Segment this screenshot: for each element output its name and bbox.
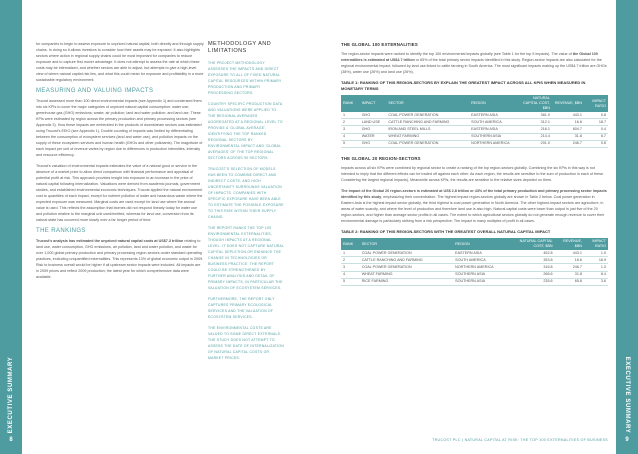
methodology-paragraph-3: TRUCOST'S SELECTION OF MODELS HAS BEEN TO COMBINE DIRECT AND INDIRECT COSTS, AND HIGH UNCERTAINTY SURROUNDS VALUATION OF IMPACTS. COMPANIES WITH SPECIFIC EXPOSURE HAVE BEEN ABLE TO ESTIMATE THE POSSIBLE EXPOSURE TO THIS RISK WITHIN THEIR SUPPLY CHAINS. [208, 167, 284, 219]
global-bold: the Global 100 externalities is estimated at US$4.7 trillion [341, 52, 598, 62]
table1-header-cost: NATURAL CAPITAL COST, $BN [517, 95, 552, 112]
table-row [341, 126, 608, 133]
table-cell: 16.6 [552, 119, 584, 126]
table-cell: 31.8 [552, 133, 584, 140]
table-cell: 235.6 [517, 278, 554, 285]
table-cell: 4 [341, 271, 360, 278]
table-cell: 1.0 [584, 250, 608, 257]
measuring-paragraph-2: Trucost's valuation of environmental impacts estimates the value of a natural good or service in the absence of a market price to allow direct comparison with financial performance and appraisal of potential profit at risk. This approach provides insight into exposure to an increase in the price of natural capital following internalization. Valuations were derived from academic journals, government studies, and established environmental economic techniques. Trucost applied the natural environment cost to quantities of each impact, except for nutrient pollution of water and hazardous waste where the expected exposure was measured. Marginal costs are used except for land use where the annual value is used. This reflects the assumption that biomes did not respond linearly today for water use and pollution relative to the marginal unit used/emitted, whereas for land use, conversion from its natural state has occurred more slowly over a far longer period of time. [36, 164, 203, 222]
right-side-label: EXECUTIVE SUMMARY [624, 356, 630, 434]
table2-header-sector: SECTOR [360, 238, 453, 250]
table-cell: SOUTH AMERICA [469, 119, 517, 126]
table-cell: SOUTHERN ASIA [469, 133, 517, 140]
table-cell: 443.1 [555, 250, 584, 257]
table-cell: RICE FARMING [360, 278, 453, 285]
table-row [341, 271, 608, 278]
table2 [341, 238, 608, 286]
table2-header-region: REGION [453, 238, 517, 250]
methodology-paragraph-6: THE ENVIRONMENTAL COSTS ARE VALUED TO SOME DIRECT EXTERNALS. THE STUDY DOES NOT ATTEMPT TO ASSESS THE DATE OF INTERNALIZATION OF NATURAL CAPITAL COSTS OR MARKET PRICES. [208, 326, 284, 360]
table-cell: 65.8 [555, 278, 584, 285]
methodology-paragraph-1: THE PROJECT METHODOLOGY ASSESSES THE IMPACTS AND DIRECT EXPOSURE TO ALL OF FIXED NATURAL CAPITAL RESOURCES WITHIN PRIMARY PRODUCTION AND PRIMARY PROCESSING SECTORS. [208, 61, 282, 95]
table1-header-ratio: IMPACT RATIO [584, 95, 608, 112]
table-cell: GHG [360, 112, 387, 119]
table-cell: 452.8 [517, 250, 554, 257]
table1-title: TABLE 1: RANKING OF THIS REGION-SECTORS BY EXPLAIN THE GREATEST IMPACT ACROSS ALL KPIS WHEN MEASURED IN MONETARY TERMS [341, 80, 586, 91]
table-cell: 604.7 [552, 126, 584, 133]
table-cell: 0.8 [584, 140, 608, 147]
methodology-paragraph-2: COUNTRY SPECIFIC PRODUCTION DATA AND VALUATIONS WERE APPLIED TO THE REGIONAL AVERAGES AGGREGATED AT A REGIONAL LEVEL TO PROVIDE A 'GLOBAL AVERAGE'. IDENTIFYING THE TOP RANKED REGIONAL SECTORS BY ENVIRONMENTAL IMPACT AND 'GLOBAL AVERAGES' OF THE TOP REGIONAL SECTORS ACROSS 90 SECTORS. [208, 102, 283, 160]
table-cell: GHG [360, 126, 387, 133]
table1-header-revenue: REVENUE, $BN [552, 95, 584, 112]
table-cell: 3 [341, 126, 360, 133]
table-cell: COAL POWER GENERATION [360, 250, 453, 257]
table-row [341, 257, 608, 264]
table-cell: COAL POWER GENERATION [386, 112, 469, 119]
table-row [341, 112, 608, 119]
methodology-paragraph-5: FURTHERMORE, THE REPORT ONLY CAPTURES PRIMARY ECOLOGICAL SERVICES AND THE VALUATION OF ECOSYSTEM SERVICES. [208, 297, 275, 319]
methodology-paragraph-4: THE REPORT RANKS THE TOP 100 ENVIRONMENTAL EXTERNALITIES, THOUGH IMPACTS AT A REGIONAL LEVEL. IT DOES NOT CAPTURE NATURAL CAPITAL DEPLETION OR ENHANCE THE CHANGE IN TECHNOLOGIES OR BUSINESS PRACTICE. THE REPORT COULD BE STRENGTHENED BY FURTHER ANALYSIS AND DETAIL OF PRIMARY IMPACTS, IN PARTICULAR THE VALUATION OF ECOSYSTEM SERVICES. [208, 226, 285, 290]
global-text-a: The region-sector impacts were ranked to identify the top 100 environmental impacts globally (see Table 1 for the top 5 impacts). The value of [341, 52, 573, 56]
table-cell: 18.7 [584, 119, 608, 126]
table-cell: LAND USE [360, 119, 387, 126]
rankings-paragraph [36, 238, 204, 280]
table-cell: COAL POWER GENERATION [386, 140, 469, 147]
table-cell: EASTERN ASIA [453, 250, 517, 257]
table2-title: TABLE 2: RANKING OF THIS REGION-SECTORS WITH THE GREATEST OVERALL NATURAL CAPITAL IMPACT [341, 229, 551, 235]
table-cell: GHG [360, 140, 387, 147]
table-cell: SOUTHERN ASIA [453, 278, 517, 285]
table-cell: 31.8 [555, 271, 584, 278]
table-cell: 6.7 [584, 133, 608, 140]
table-row [341, 264, 608, 271]
measuring-heading: MEASURING AND VALUING IMPACTS [36, 88, 154, 94]
table-cell: 353.8 [517, 257, 554, 264]
table-cell: 0.8 [584, 112, 608, 119]
table-cell: 312.1 [517, 119, 552, 126]
table1-header-region: REGION [469, 95, 517, 112]
table-cell: 246.7 [552, 140, 584, 147]
table2-header-revenue: REVENUE, $BN [555, 238, 584, 250]
table-cell: 5 [341, 140, 360, 147]
table-cell: 443.1 [552, 112, 584, 119]
table-cell: 1 [341, 250, 360, 257]
table-cell: SOUTHERN ASIA [453, 271, 517, 278]
table-cell: WHEAT FARMING [386, 133, 469, 140]
global-paragraph [341, 51, 608, 75]
table-cell: 201.0 [517, 140, 552, 147]
table-cell: 316.8 [517, 264, 554, 271]
regional-paragraph-1: Impacts across all six KPIs were combined by regional sector to create a ranking of the top region-sectors globally. Combining the six KPIs in this way is not intended to imply that the different effects can be traded off against each other. As each region, the results are sensitive to the sum of production in each of these. Considering the largest regional impacts), Meanwhile across KPIs, the results are sensitive to the relative sizes depicted on them. [341, 166, 605, 183]
table-cell: 216.1 [517, 126, 552, 133]
left-side-label: EXECUTIVE SUMMARY [8, 356, 14, 434]
right-main-column [341, 41, 608, 286]
table-cell: CATTLE RANCHING AND FARMING [386, 119, 469, 126]
page-footer: TRUCOST PLC | NATURAL CAPITAL AT RISK: THE TOP 100 EXTERNALITIES OF BUSINESS [432, 438, 608, 442]
regional-bold: The impact of the Global 20 region-sectors is estimated at US$ 2.8 trillion or 43% of the total primary production and primary processing sector impacts identified by this study [341, 189, 607, 200]
table-cell: 266.6 [517, 271, 554, 278]
table2-header-row [341, 238, 608, 250]
measuring-paragraph-1: Trucost assessed more than 100 direct environmental impacts (see Appendix 1) and condensed them into six KPIs to cover the major categories of unpriced natural capital consumption: water use; greenhouse gas (GHG) emissions; waste; air pollution; land and water pollution; and land use. These KPIs were estimated by region across the primary production and primary processing sectors (see Appendix 3). How these impacts are embedded in the products of downstream sectors was estimated using Trucost's EEIO (see Appendix 1). Double counting of impacts was limited by differentiating between the consumption of ecosystem services (land and water use), and pollution impacts on the supply of these ecosystem services and human health (GHGs and other pollutants). The magnitude of each impact per unit of revenue varies by region due to differences in production intensities, intensity and resource efficiency. [36, 99, 203, 157]
table-cell: 8.4 [584, 271, 608, 278]
table-cell: 16.6 [555, 257, 584, 264]
table-cell: 246.7 [555, 264, 584, 271]
regional-text: , emphasizing their concentration. The highest impact region-sectors globally are shown in Table 2 below. Coal power generation in Eastern Asia is the highest impact sector globally, the third highest is coal power generation in North America. The other highest-impact sectors are agriculture, in areas of water scarcity, and where the level of production and therefore land use is also high. Natural capital costs were lower than output in just five of the 20 region-sectors, and higher than average sector profits in all cases. The extent to which agricultural sectors globally do not generate enough revenue to cover their environmental damage is particularly striking from a risk perspective. The impact is many multiples of profit in all cases. [341, 195, 605, 224]
left-main-column [36, 41, 204, 285]
right-page-number: 9 [625, 437, 629, 443]
table-row [341, 133, 608, 140]
table-cell: 2 [341, 257, 360, 264]
table-cell: WHEAT FARMING [360, 271, 453, 278]
table-cell: 3.6 [584, 278, 608, 285]
table-cell: EASTERN ASIA [469, 112, 517, 119]
table-cell: NORTHERN AMERICA [453, 264, 517, 271]
methodology-sidebar [208, 41, 284, 366]
table1-header-impact: IMPACT [360, 95, 387, 112]
left-page-number: 8 [9, 437, 13, 443]
table-cell: SOUTH AMERICA [453, 257, 517, 264]
intro-paragraph: for companies to begin to assess exposure to unpriced natural capital, both directly and through supply chains. In doing so it allows investors to consider how their assets may be exposed. It also highlights sectors where action in regional supply chains could be most important for companies to reduce exposure and to capture first mover advantage. It does not attempt to assess the rate at which these costs may be internalized, and whether sectors are able to adjust, but attempts to give a high-level view of where natural capital risk lies, and what this could mean for exposure and profitability in a more sustainable regulatory environment. [36, 42, 204, 82]
table1-header-sector: SECTOR [386, 95, 469, 112]
regional-heading: THE GLOBAL 20 REGION-SECTORS [341, 156, 421, 162]
table-row [341, 140, 608, 147]
table-row [341, 250, 608, 257]
rankings-bold: Trucost's analysis has estimated the unpriced natural capital costs at US$7.3 trillion [36, 239, 184, 243]
table-cell: COAL POWER GENERATION [360, 264, 453, 271]
table-cell: 18.9 [584, 257, 608, 264]
rankings-heading: THE RANKINGS [36, 228, 86, 234]
table-row [341, 278, 608, 285]
table-cell: WATER [360, 133, 387, 140]
table-cell: 361.0 [517, 112, 552, 119]
global-text-b: or 65% of the total primary sector impacts identified in this study. Region-sector impacts are also calculated for the regional environmental impact, followed by land use linked to cattle farming in South America. The most significant impacts making up the US$4.7 trillion are GHGs (38%), water use (26%) and land use (26%). [341, 58, 607, 74]
table-cell: 2 [341, 119, 360, 126]
table-cell: 214.4 [517, 133, 552, 140]
table1-header-rank: RANK [341, 95, 360, 112]
table1 [341, 95, 608, 148]
table2-header-rank: RANK [341, 238, 360, 250]
table2-header-ratio: IMPACT RATIO [584, 238, 608, 250]
table-cell: 0.4 [584, 126, 608, 133]
table-cell: IRON AND STEEL MILLS [386, 126, 469, 133]
regional-paragraph-2 [341, 188, 608, 224]
global-heading: THE GLOBAL 100 EXTERNALITIES [341, 42, 418, 47]
rankings-text: relating to land use, water consumption, GHG emissions, air pollution, land and water pollution, and waste for over 1,000 global primary production and primary processing region-sectors under standard operating practices, excluding unquantified externalities. This represents 13% of global economic output in 2009. Risk to business overall would be higher if all upstream sector impacts were included. All impacts are in 2009 prices and reflect 2009 production; the latest year for which comprehensive data were available. [36, 239, 204, 279]
table-cell: 3 [341, 264, 360, 271]
table-cell: EASTERN ASIA [469, 126, 517, 133]
table-cell: CATTLE RANCHING AND FARMING [360, 257, 453, 264]
table1-header-row [341, 95, 608, 112]
table-row [341, 119, 608, 126]
table-cell: 1 [341, 112, 360, 119]
table-cell: 1.3 [584, 264, 608, 271]
table-cell: NORTHERN AMERICA [469, 140, 517, 147]
table2-header-cost: NATURAL CAPITAL COST, $BN [517, 238, 554, 250]
table-cell: 5 [341, 278, 360, 285]
table-cell: 4 [341, 133, 360, 140]
methodology-title: METHODOLOGY AND LIMITATIONS [208, 41, 272, 54]
